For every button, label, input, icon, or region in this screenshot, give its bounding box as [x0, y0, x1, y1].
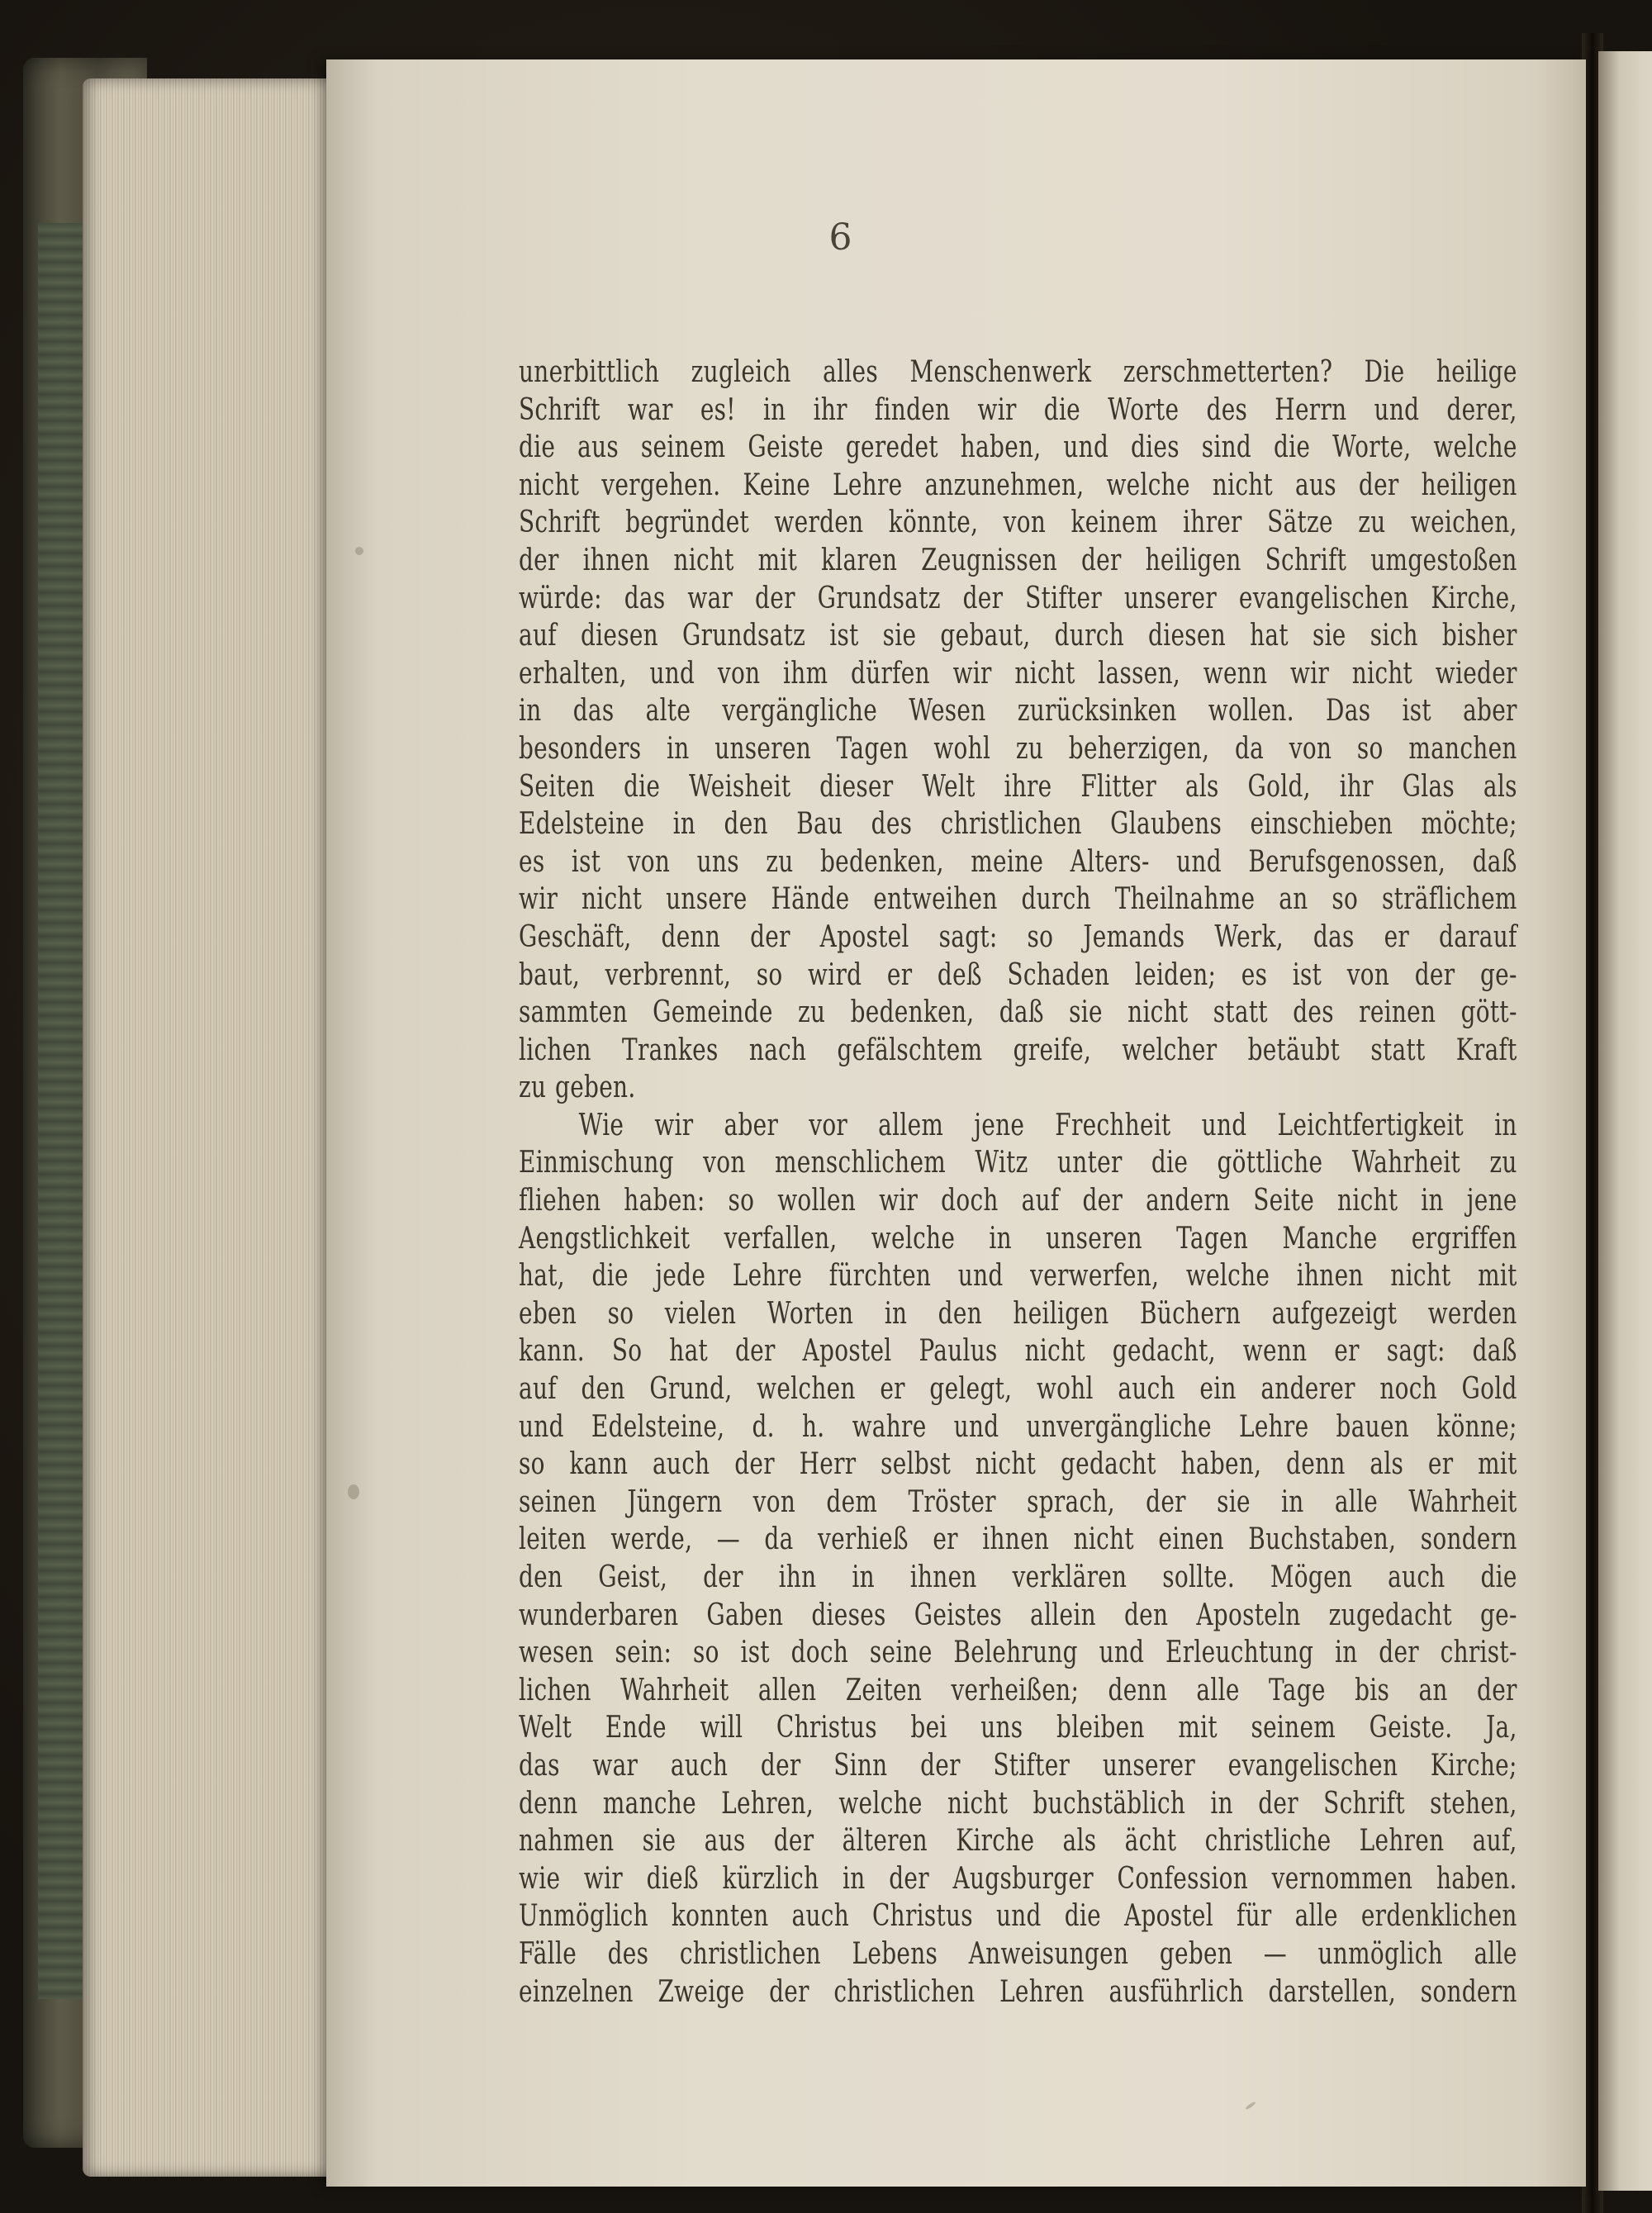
text-line: Schrift war es! in ihr finden wir die Worte des Herrn und derer, [519, 391, 1517, 427]
text-line: lichen Trankes nach gefälschtem greife, welcher betäubt statt Kraft [519, 1031, 1517, 1067]
cover-texture [38, 223, 88, 1999]
text-line: nahmen sie aus der älteren Kirche als ächt christliche Lehren auf, [519, 1822, 1517, 1859]
text-line: würde: das war der Grundsatz der Stifter unserer evangelischen Kirche, [519, 579, 1517, 615]
page-edge-stack [83, 78, 330, 2177]
text-line: wesen sein: so ist doch seine Belehrung und Erleuchtung in der christ- [519, 1634, 1517, 1670]
paper-speck [348, 1484, 359, 1499]
text-line: es ist von uns zu bedenken, meine Alters- und Berufsgenossen, daß [519, 843, 1517, 879]
text-line: Aengstlichkeit verfallen, welche in unseren Tagen Manche ergriffen [519, 1219, 1517, 1256]
page-number: 6 [828, 216, 852, 259]
text-line: erhalten, und von ihm dürfen wir nicht lassen, wenn wir nicht wieder [519, 654, 1517, 691]
text-line: Einmischung von menschlichem Witz unter die göttliche Wahrheit zu [519, 1144, 1517, 1180]
text-line: sammten Gemeinde zu bedenken, daß sie nicht statt des reinen gött- [519, 994, 1517, 1030]
text-line: fliehen haben: so wollen wir doch auf der andern Seite nicht in jene [519, 1182, 1517, 1218]
text-line: in das alte vergängliche Wesen zurücksinken wollen. Das ist aber [519, 692, 1517, 729]
text-line: und Edelsteine, d. h. wahre und unvergängliche Lehre bauen könne; [519, 1408, 1517, 1444]
text-line: Seiten die Weisheit dieser Welt ihre Flitter als Gold, ihr Glas als [519, 767, 1517, 804]
text-line: lichen Wahrheit allen Zeiten verheißen; denn alle Tage bis an der [519, 1671, 1517, 1707]
paragraph-start-line: Wie wir aber vor allem jene Frechheit und Leichtfertigkeit in [578, 1106, 1517, 1142]
text-line: auf den Grund, welchen er gelegt, wohl auch ein anderer noch Gold [519, 1370, 1517, 1407]
text-line: die aus seinem Geiste geredet haben, und dies sind die Worte, welche [519, 429, 1517, 465]
text-line: denn manche Lehren, welche nicht buchstäblich in der Schrift stehen, [519, 1784, 1517, 1821]
facing-page-sliver [1598, 51, 1652, 2191]
text-line: der ihnen nicht mit klaren Zeugnissen der heiligen Schrift umgestoßen [519, 541, 1517, 577]
paragraph-end-line: zu geben. [519, 1069, 636, 1105]
text-line: einzelnen Zweige der christlichen Lehren ausführlich darstellen, sondern [519, 1973, 1517, 2009]
text-line: leiten werde, — da verhieß er ihnen nicht einen Buchstaben, sondern [519, 1521, 1517, 1557]
paper-speck [1245, 2101, 1256, 2110]
text-line: unerbittlich zugleich alles Menschenwerk zerschmetterten? Die heilige [519, 354, 1517, 389]
text-line: eben so vielen Worten in den heiligen Büchern aufgezeigt werden [519, 1294, 1517, 1331]
text-line: hat, die jede Lehre fürchten und verwerfen, welche ihnen nicht mit [519, 1257, 1517, 1294]
text-line: nicht vergehen. Keine Lehre anzunehmen, welche nicht aus der heiligen [519, 466, 1517, 502]
text-line: Edelsteine in den Bau des christlichen Glaubens einschieben möchte; [519, 805, 1517, 842]
body-text [519, 353, 1517, 2010]
text-line: so kann auch der Herr selbst nicht gedacht haben, denn als er mit [519, 1446, 1517, 1482]
text-line: baut, verbrennt, so wird er deß Schaden leiden; es ist von der ge- [519, 956, 1517, 992]
text-line: besonders in unseren Tagen wohl zu beherzigen, da von so manchen [519, 729, 1517, 766]
text-line: wunderbaren Gaben dieses Geistes allein den Aposteln zugedacht ge- [519, 1596, 1517, 1632]
text-line: das war auch der Sinn der Stifter unserer evangelischen Kirche; [519, 1746, 1517, 1783]
text-line: wir nicht unsere Hände entweihen durch Theilnahme an so sträflichem [519, 881, 1517, 917]
text-line: seinen Jüngern von dem Tröster sprach, der sie in alle Wahrheit [519, 1483, 1517, 1519]
text-line: wie wir dieß kürzlich in der Augsburger Confession vernommen haben. [519, 1859, 1517, 1896]
book-page [326, 59, 1586, 2187]
text-line: Geschäft, denn der Apostel sagt: so Jemands Werk, das er darauf [519, 918, 1517, 954]
text-line: Schrift begründet werden könnte, von keinem ihrer Sätze zu weichen, [519, 504, 1517, 540]
text-line: den Geist, der ihn in ihnen verklären sollte. Mögen auch die [519, 1559, 1517, 1594]
text-line: Unmöglich konnten auch Christus und die Apostel für alle erdenklichen [519, 1897, 1517, 1934]
text-line: Welt Ende will Christus bei uns bleiben mit seinem Geiste. Ja, [519, 1709, 1517, 1745]
text-line: Fälle des christlichen Lebens Anweisungen geben — unmöglich alle [519, 1935, 1517, 1971]
text-line: kann. So hat der Apostel Paulus nicht gedacht, wenn er sagt: daß [519, 1332, 1517, 1369]
text-line: auf diesen Grundsatz ist sie gebaut, durch diesen hat sie sich bisher [519, 617, 1517, 653]
paper-speck [355, 547, 363, 555]
